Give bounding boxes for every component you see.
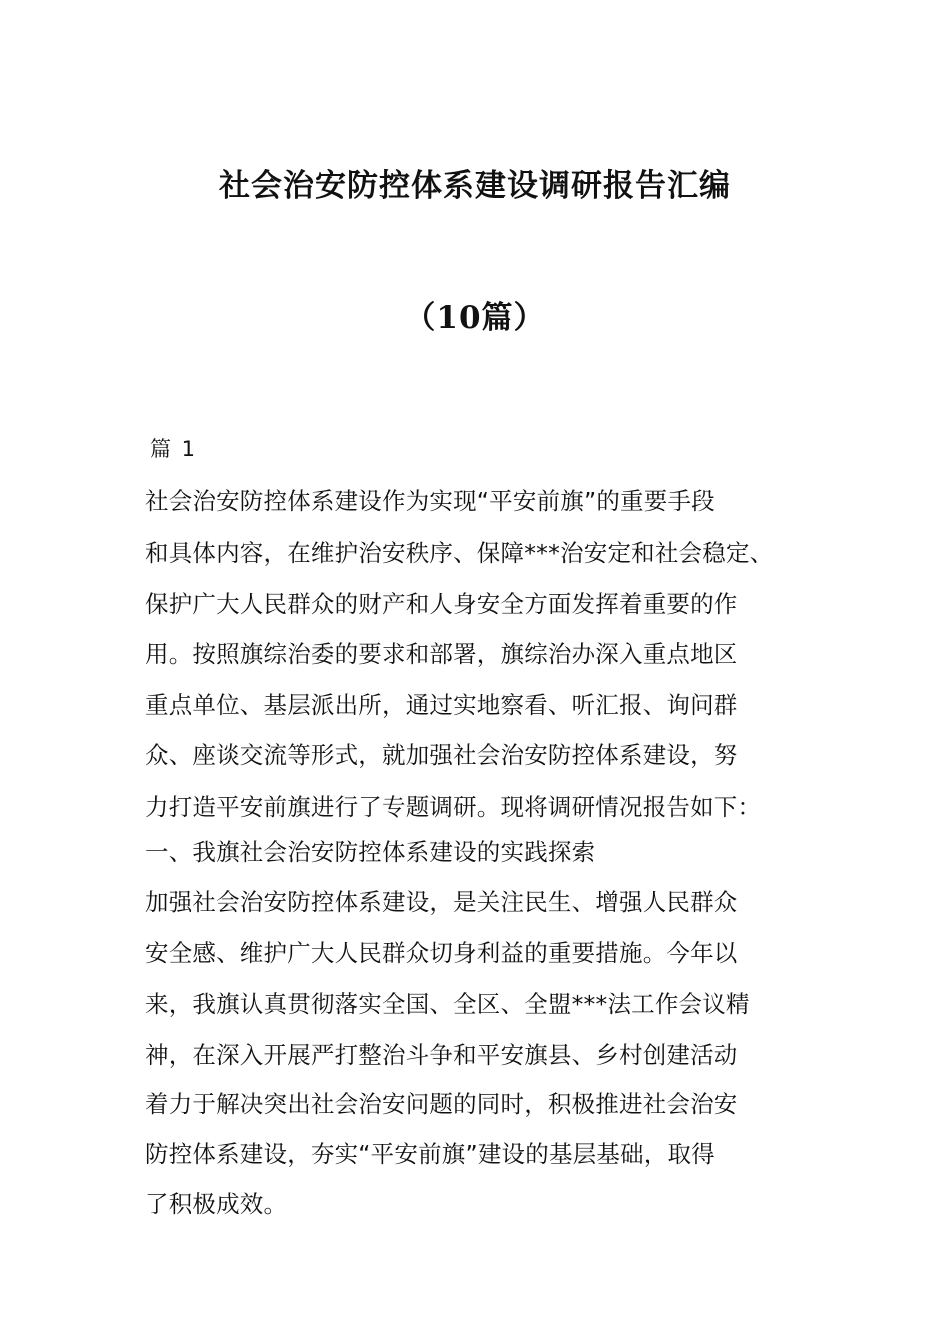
body-line: 用。按照旗综治委的要求和部署，旗综治办深入重点地区: [145, 640, 738, 668]
body-line: 重点单位、基层派出所，通过实地察看、听汇报、询问群: [145, 691, 738, 719]
body-line: 了积极成效。: [145, 1190, 288, 1218]
body-line: 来，我旗认真贯彻落实全国、全区、全盟***法工作会议精: [145, 990, 750, 1018]
body-line: 社会治安防控体系建设作为实现“平安前旗”的重要手段: [145, 487, 715, 515]
section-label: 篇 1: [150, 437, 198, 461]
section-heading: 一、我旗社会治安防控体系建设的实践探索: [145, 838, 596, 866]
body-line: 安全感、维护广大人民群众切身利益的重要措施。今年以: [145, 939, 738, 967]
body-line: 着力于解决突出社会治安问题的同时，积极推进社会治安: [145, 1090, 738, 1118]
body-line: 保护广大人民群众的财产和人身安全方面发挥着重要的作: [145, 590, 738, 618]
body-line: 力打造平安前旗进行了专题调研。现将调研情况报告如下：: [145, 793, 762, 821]
body-line: 神，在深入开展严打整治斗争和平安旗县、乡村创建活动: [145, 1041, 738, 1069]
body-line: 和具体内容，在维护治安秩序、保障***治安定和社会稳定、: [145, 539, 774, 567]
document-title: 社会治安防控体系建设调研报告汇编: [219, 168, 731, 204]
body-line: 众、座谈交流等形式，就加强社会治安防控体系建设，努: [145, 741, 738, 769]
body-line: 加强社会治安防控体系建设，是关注民生、增强人民群众: [145, 888, 738, 916]
body-line: 防控体系建设，夯实“平安前旗”建设的基层基础，取得: [145, 1140, 715, 1168]
document-subtitle: （10篇）: [404, 300, 546, 336]
